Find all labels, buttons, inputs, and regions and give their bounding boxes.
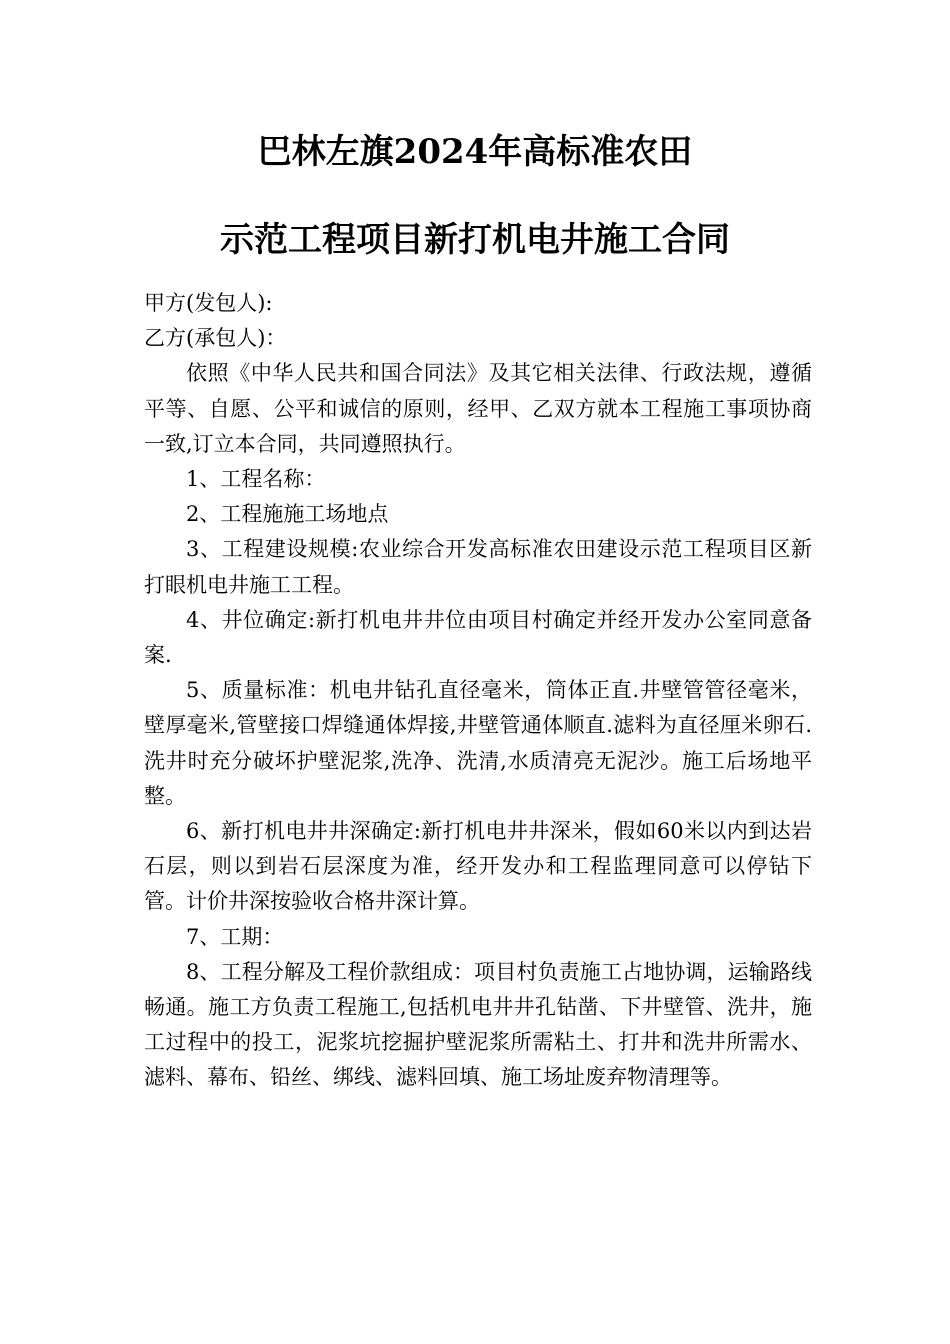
document-title-line-1: 巴林左旗2024年高标准农田 — [257, 132, 693, 172]
document-body — [144, 286, 812, 1096]
clause-5: 5、质量标准：机电井钻孔直径毫米，筒体正直.井壁管管径毫米，壁厚毫米,管壁接口焊缝通体焊接,井壁管通体顺直.滤料为直径厘米卵石.洗井时充分破坏护壁泥浆,洗净、洗清,水质清亮无泥沙。施工后场地平整。 — [144, 678, 812, 808]
clause-8: 8、工程分解及工程价款组成：项目村负责施工占地协调，运输路线畅通。施工方负责工程施工,包括机电井井孔钻凿、下井壁管、洗井，施工过程中的投工，泥浆坑挖掘护壁泥浆所需粘土、打井和洗井所需水、滤料、幕布、铅丝、绑线、滤料回填、施工场址废弃物清理等。 — [144, 959, 812, 1090]
party-a-line: 甲方(发包人): — [144, 291, 273, 315]
party-b-line: 乙方(承包人)： — [144, 326, 287, 351]
document-title-line-2: 示范工程项目新打机电井施工合同 — [220, 220, 730, 260]
intro-paragraph: 依照《中华人民共和国合同法》及其它相关法律、行政法规，遵循平等、自愿、公平和诚信的原则，经甲、乙双方就本工程施工事项协商一致,订立本合同，共同遵照执行。 — [144, 361, 812, 456]
clause-2: 2、工程施施工场地点 — [186, 502, 389, 527]
clause-3: 3、工程建设规模:农业综合开发高标准农田建设示范工程项目区新打眼机电井施工工程。 — [144, 537, 812, 597]
clause-7: 7、工期： — [186, 924, 284, 949]
clause-4: 4、井位确定:新打机电井井位由项目村确定并经开发办公室同意备案. — [144, 607, 812, 668]
clause-6: 6、新打机电井井深确定:新打机电井井深米，假如60米以内到达岩石层，则以到岩石层深度为准，经开发办和工程监理同意可以停钻下管。计价井深按验收合格井深计算。 — [144, 819, 812, 914]
clause-1: 1、工程名称： — [186, 467, 326, 492]
